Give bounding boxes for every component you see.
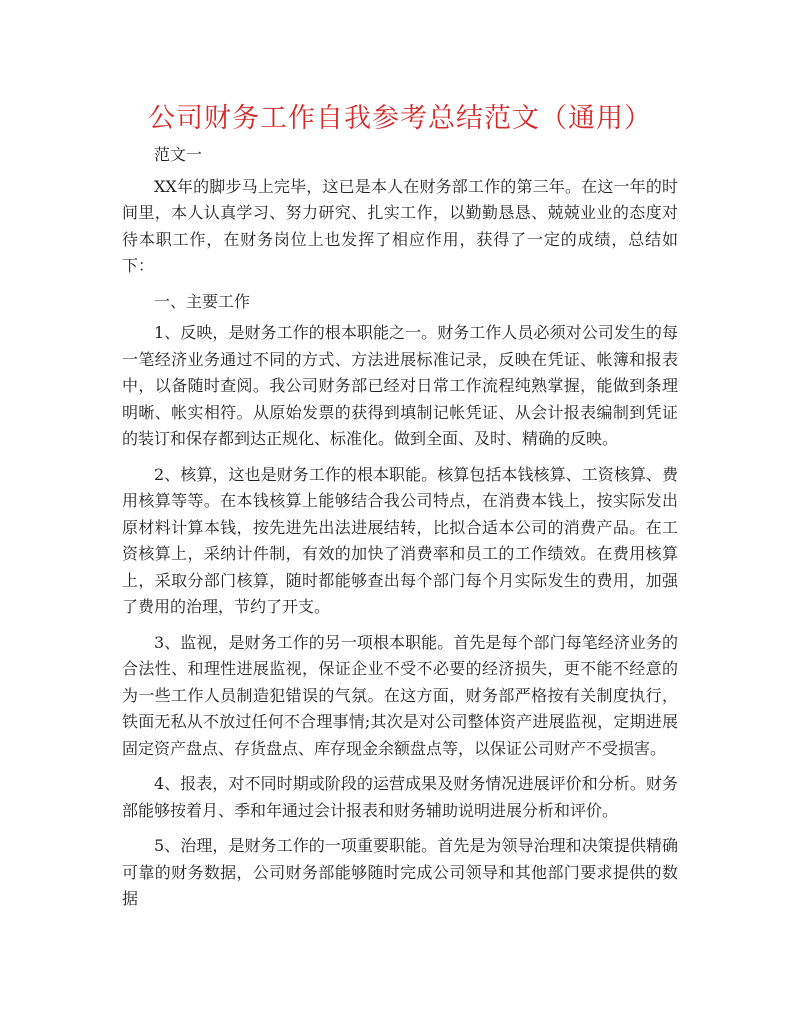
paragraph-heading-sample: 范文一 — [154, 145, 203, 164]
paragraph-item-5: 5、治理，是财务工作的一项重要职能。首先是为领导治理和决策提供精确可靠的财务数据，公司财务部能够随时完成公司领导和其他部门要求提供的数据 — [122, 836, 678, 908]
document-body — [122, 142, 678, 922]
paragraph-item-3: 3、监视，是财务工作的另一项根本职能。首先是每个部门每笔经济业务的合法性、和理性进展监视，保证企业不受不必要的经济损失，更不能不经意的为一些工作人员制造犯错误的气氛。在这方面，财务部严格按有关制度执行，铁面无私从不放过任何不合理事情;其次是对公司整体资产进展监视，定期进展固定资产盘点、存货盘点、库存现金余额盘点等，以保证公司财产不受损害。 — [122, 632, 678, 758]
document-title: 公司财务工作自我参考总结范文（通用） — [148, 103, 652, 134]
paragraph-intro: XX年的脚步马上完毕，这已是本人在财务部工作的第三年。在这一年的时间里，本人认真学习、努力研究、扎实工作，以勤勤恳恳、兢兢业业的态度对待本职工作，在财务岗位上也发挥了相应作用，获得了一定的成绩，总结如下： — [122, 176, 678, 275]
paragraph-section-heading: 一、主要工作 — [154, 291, 251, 311]
paragraph-item-2: 2、核算，这也是财务工作的根本职能。核算包括本钱核算、工资核算、费用核算等等。在本钱核算上能够结合我公司特点，在消费本钱上，按实际发出原材料计算本钱，按先进先出法进展结转，比拟合适本公司的消费产品。在工资核算上，采纳计件制，有效的加快了消费率和员工的工作绩效。在费用核算上，采取分部门核算，随时都能够查出每个部门每个月实际发生的费用，加强了费用的治理，节约了开支。 — [122, 464, 678, 616]
paragraph-item-4: 4、报表，对不同时期或阶段的运营成果及财务情况进展评价和分析。财务部能够按着月、季和年通过会计报表和财务辅助说明进展分析和评价。 — [122, 774, 678, 820]
paragraph-item-1: 1、反映，是财务工作的根本职能之一。财务工作人员必须对公司发生的每一笔经济业务通过不同的方式、方法进展标准记录，反映在凭证、帐簿和报表中，以备随时查阅。我公司财务部已经对日常工作流程纯熟掌握，能做到条理明晰、帐实相符。从原始发票的获得到填制记帐凭证、从会计报表编制到凭证的装订和保存都到达正规化、标准化。做到全面、及时、精确的反映。 — [122, 323, 678, 448]
